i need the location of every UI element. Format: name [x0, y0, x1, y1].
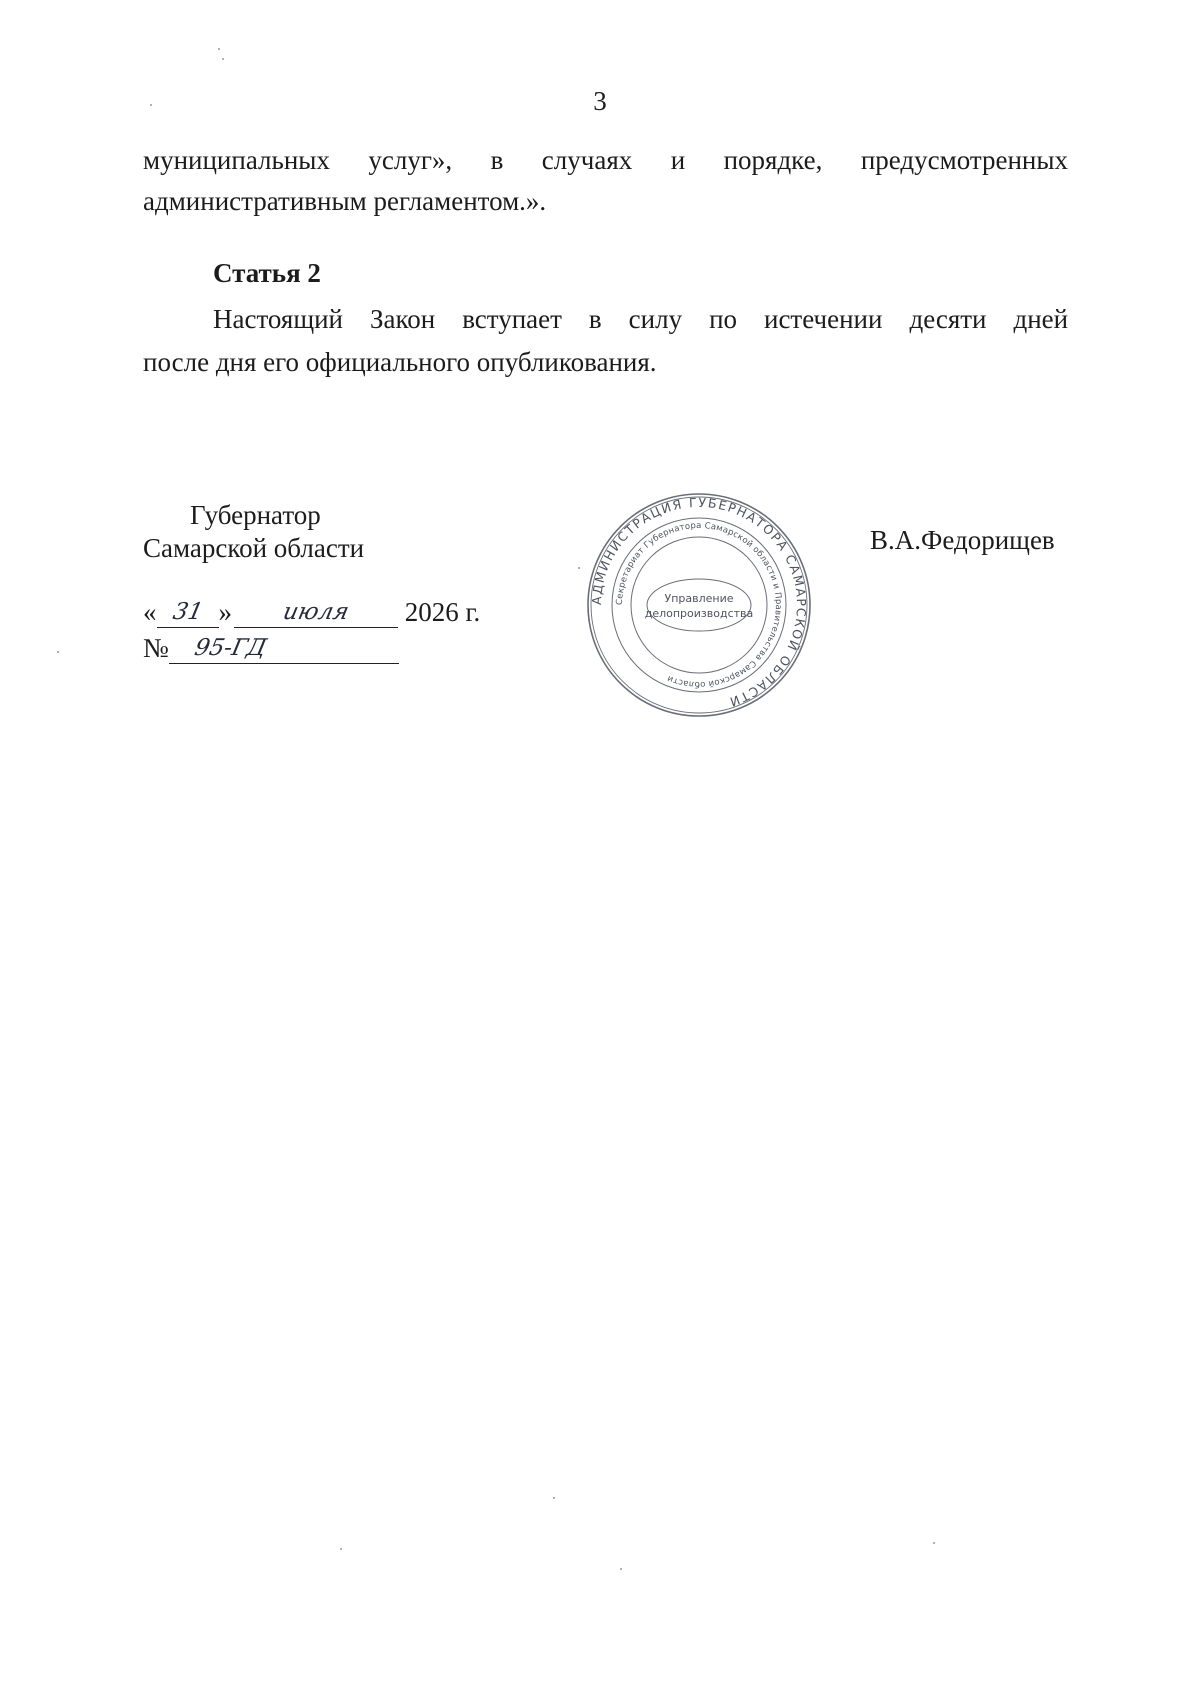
svg-text:Секретариат Губернатора Самарс — [615, 521, 783, 689]
paragraph-2-line-2: после дня его официального опубликования. — [143, 347, 657, 377]
date-line — [143, 597, 480, 628]
date-day-handwritten: 31 — [170, 599, 205, 625]
stamp-center-line-1: Управление — [664, 592, 734, 605]
stamp-outer-text: АДМИНИСТРАЦИЯ ГУБЕРНАТОРА САМАРСКОЙ ОБЛАСТИ — [588, 494, 810, 711]
paragraph-2-line-1: Настоящий Закон вступает в силу по истечении десяти дней — [213, 304, 1069, 334]
governor-title-line-1: Губернатор — [190, 500, 321, 530]
scan-speck — [340, 1548, 342, 1550]
stamp-center-line-2: делопроизводства — [644, 607, 754, 620]
scan-speck — [222, 58, 224, 60]
paragraph-1-line-1: муниципальных услуг», в случаях и порядке, предусмотренных — [143, 145, 1068, 175]
article-heading: Статья 2 — [213, 258, 321, 288]
date-month-blank — [234, 601, 398, 628]
scan-speck — [553, 1497, 555, 1499]
scan-speck — [620, 1568, 622, 1570]
number-sign: № — [143, 633, 169, 663]
paragraph-1-line-2: административным регламентом.». — [143, 186, 547, 216]
date-close-quote: » — [218, 597, 232, 627]
date-day-blank — [157, 601, 219, 628]
official-seal-stamp — [584, 490, 814, 720]
paragraph-1 — [143, 145, 1068, 217]
number-line — [143, 633, 399, 664]
scan-speck — [150, 104, 152, 106]
number-handwritten: 95-ГД — [192, 635, 269, 661]
date-month-handwritten: июля — [280, 599, 352, 625]
page-number: 3 — [593, 86, 607, 116]
governor-name: В.А.Федорищев — [870, 525, 1055, 555]
number-blank — [169, 637, 399, 664]
scan-speck — [218, 48, 220, 50]
scan-speck — [933, 1542, 935, 1544]
governor-title-line-2: Самарской области — [143, 533, 365, 563]
scan-speck — [57, 651, 59, 653]
stamp-inner-text: Секретариат Губернатора Самарской области и Правительства Самарской области — [614, 520, 784, 690]
scan-speck — [578, 567, 580, 569]
paragraph-2 — [143, 304, 1068, 378]
date-year: 2026 г. — [404, 597, 481, 627]
date-open-quote: « — [143, 597, 157, 627]
